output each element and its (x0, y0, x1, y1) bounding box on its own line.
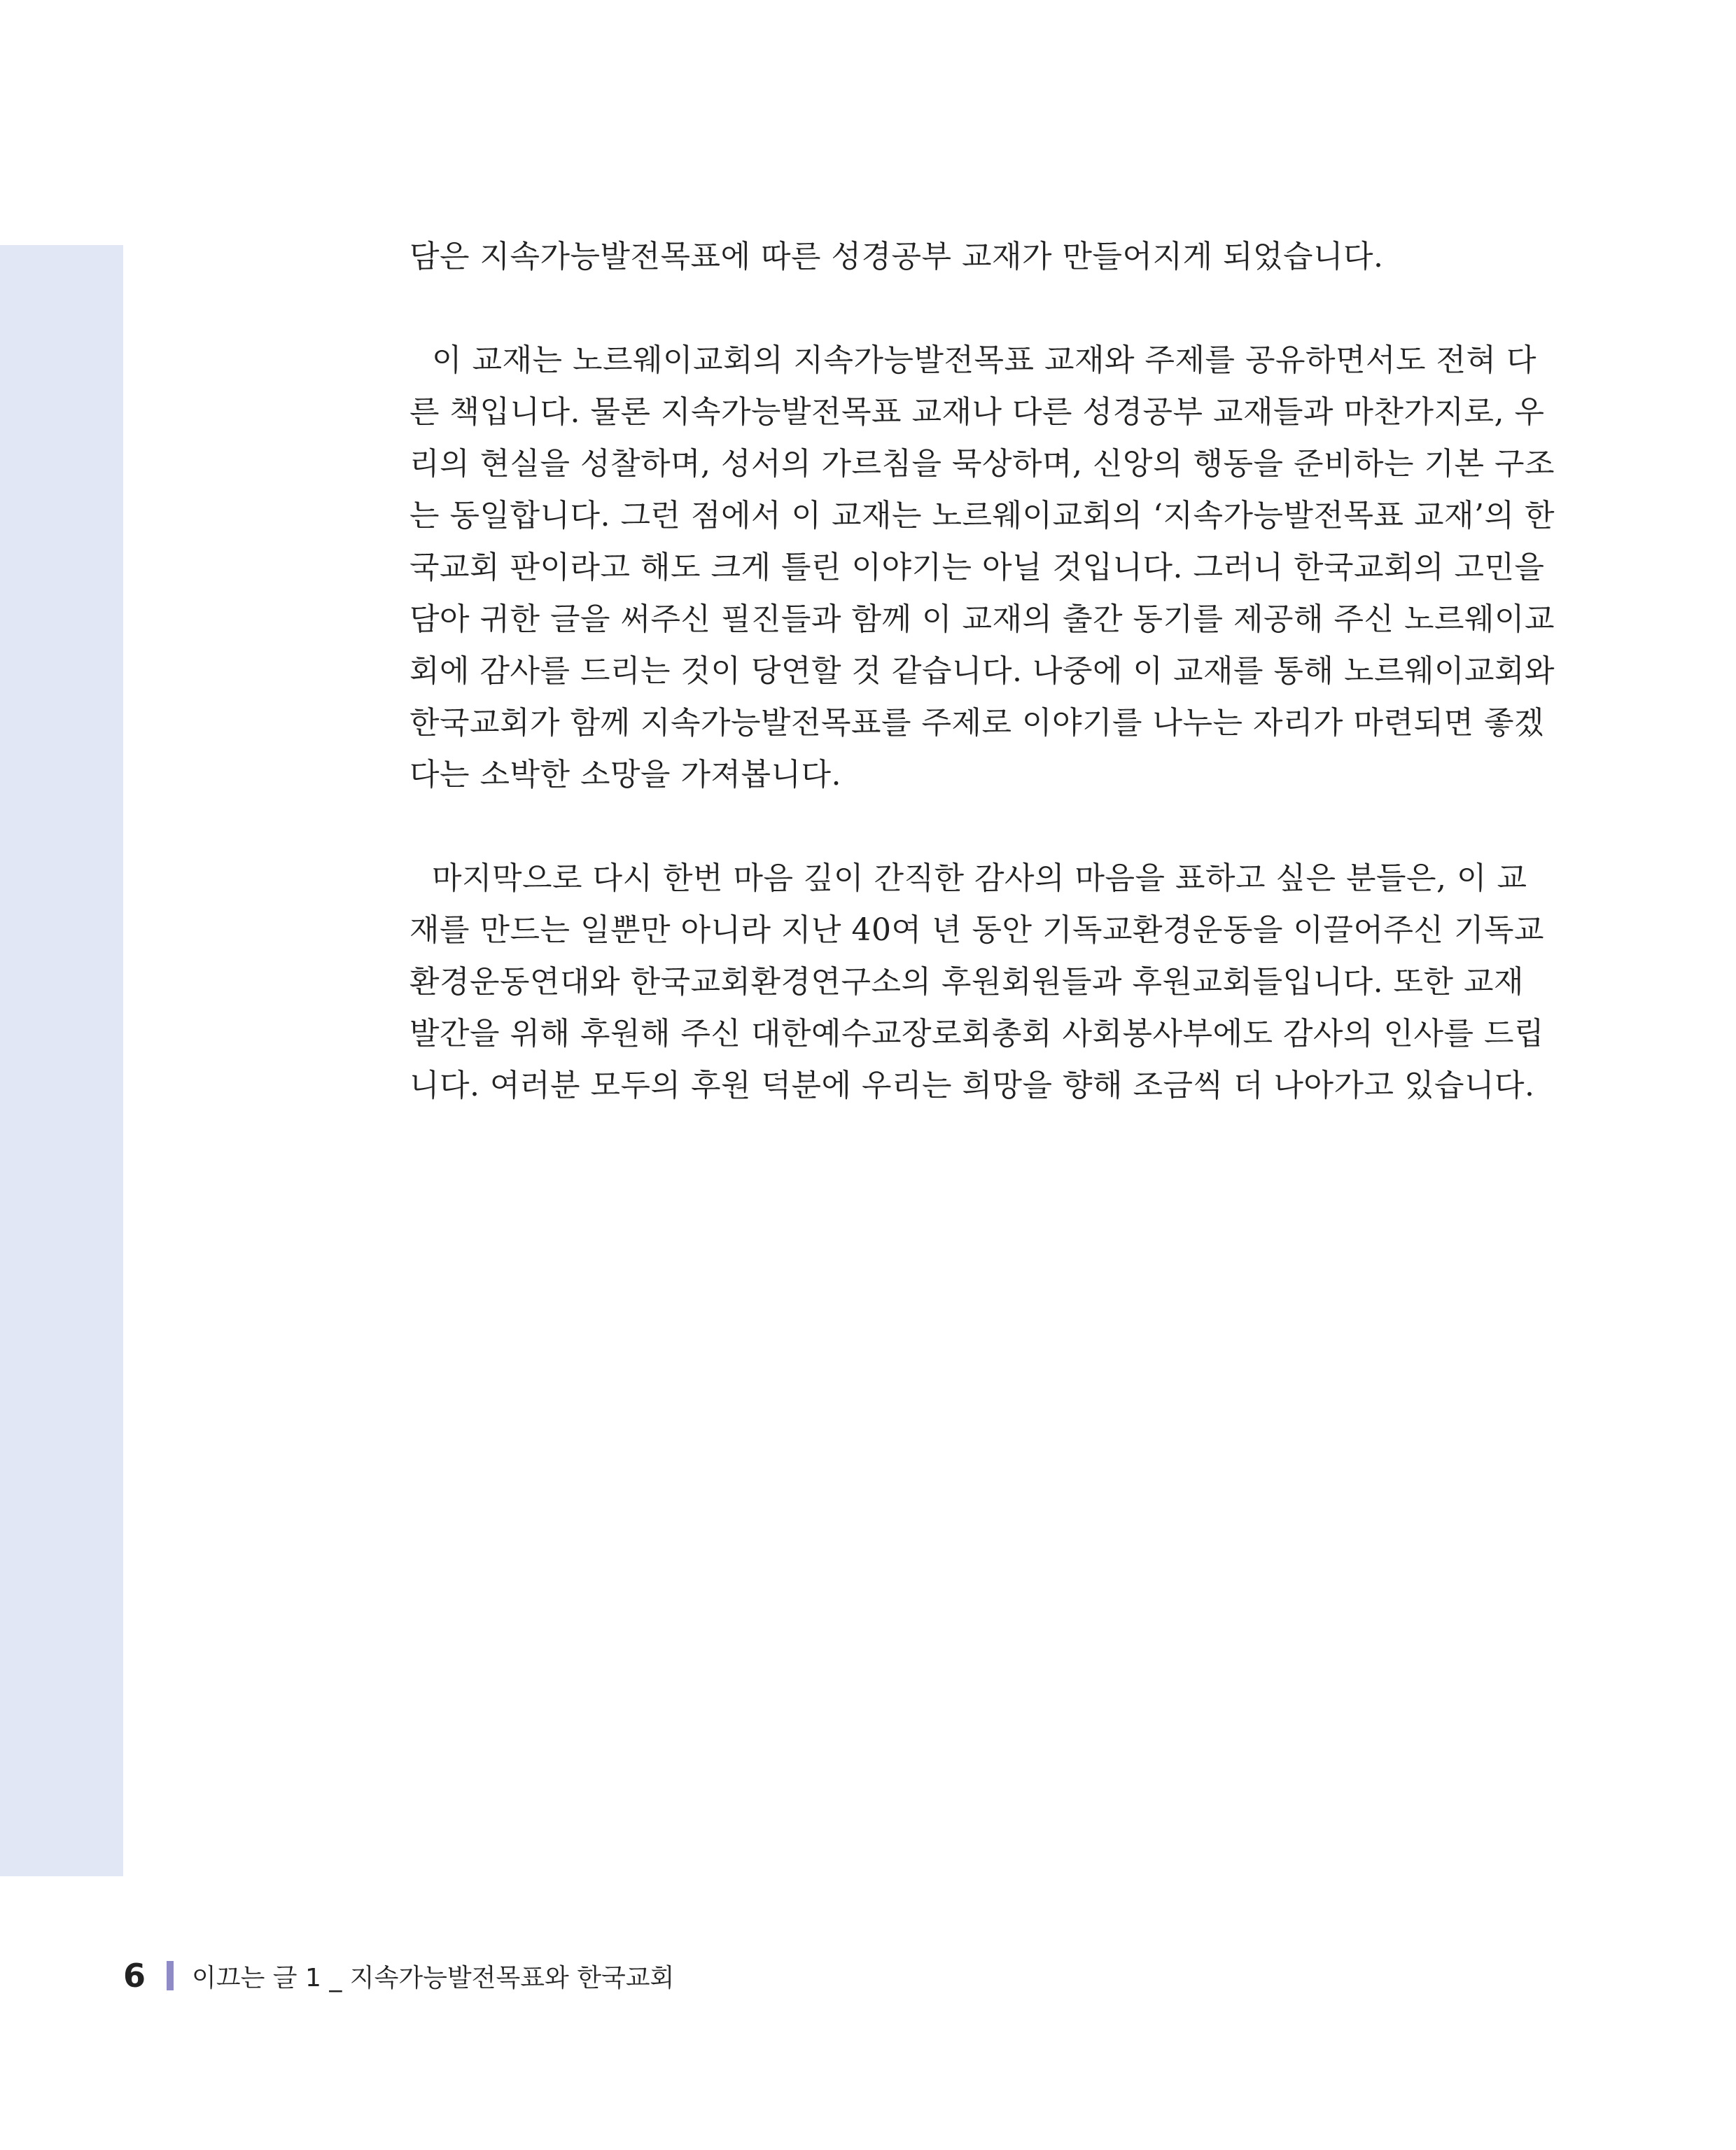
text-line: 국교회 판이라고 해도 크게 틀린 이야기는 아닐 것입니다. 그러니 한국교회의 고민을 (410, 550, 1545, 585)
page-footer (123, 1953, 674, 1998)
footer-divider-bar (167, 1961, 174, 1990)
text-line: 마지막으로 다시 한번 마음 깊이 간직한 감사의 마음을 표하고 싶은 분들은, 이 교 (432, 860, 1527, 896)
paragraph-3 (410, 853, 1545, 1112)
side-color-band (0, 245, 123, 1876)
paragraph-2 (410, 335, 1555, 801)
text-line: 환경운동연대와 한국교회환경연구소의 후원회원들과 후원교회들입니다. 또한 교재 (410, 964, 1525, 1000)
text-line: 한국교회가 함께 지속가능발전목표를 주제로 이야기를 나누는 자리가 마련되면 좋겠 (410, 705, 1545, 741)
text-line: 담아 귀한 글을 써주신 필진들과 함께 이 교재의 출간 동기를 제공해 주신 노르웨이교 (410, 601, 1555, 637)
text-line: 이 교재는 노르웨이교회의 지속가능발전목표 교재와 주제를 공유하면서도 전혀 다 (432, 342, 1537, 378)
text-line: 회에 감사를 드리는 것이 당연할 것 같습니다. 나중에 이 교재를 통해 노르웨이교회와 (410, 653, 1555, 689)
text-line: 재를 만드는 일뿐만 아니라 지난 40여 년 동안 기독교환경운동을 이끌어주신 기독교 (410, 912, 1544, 948)
paragraph-1 (410, 231, 1516, 283)
text-line: 다는 소박한 소망을 가져봅니다. (410, 757, 841, 793)
text-line: 발간을 위해 후원해 주신 대한예수교장로회총회 사회봉사부에도 감사의 인사를 드립 (410, 1016, 1545, 1052)
text-line: 른 책입니다. 물론 지속가능발전목표 교재나 다른 성경공부 교재들과 마찬가지로, 우 (410, 394, 1545, 430)
text-line: 니다. 여러분 모두의 후원 덕분에 우리는 희망을 향해 조금씩 더 나아가고 있습니다. (410, 1068, 1535, 1103)
body-text (410, 231, 1555, 1164)
page-number: 6 (123, 1957, 146, 1995)
text-line: 리의 현실을 성찰하며, 성서의 가르침을 묵상하며, 신앙의 행동을 준비하는 기본 구조 (410, 446, 1555, 482)
running-title: 이끄는 글 1 _ 지속가능발전목표와 한국교회 (192, 1963, 675, 1992)
text-line: 는 동일합니다. 그런 점에서 이 교재는 노르웨이교회의 ‘지속가능발전목표 교재’의 한 (410, 498, 1555, 533)
text-line: 담은 지속가능발전목표에 따른 성경공부 교재가 만들어지게 되었습니다. (410, 239, 1384, 274)
